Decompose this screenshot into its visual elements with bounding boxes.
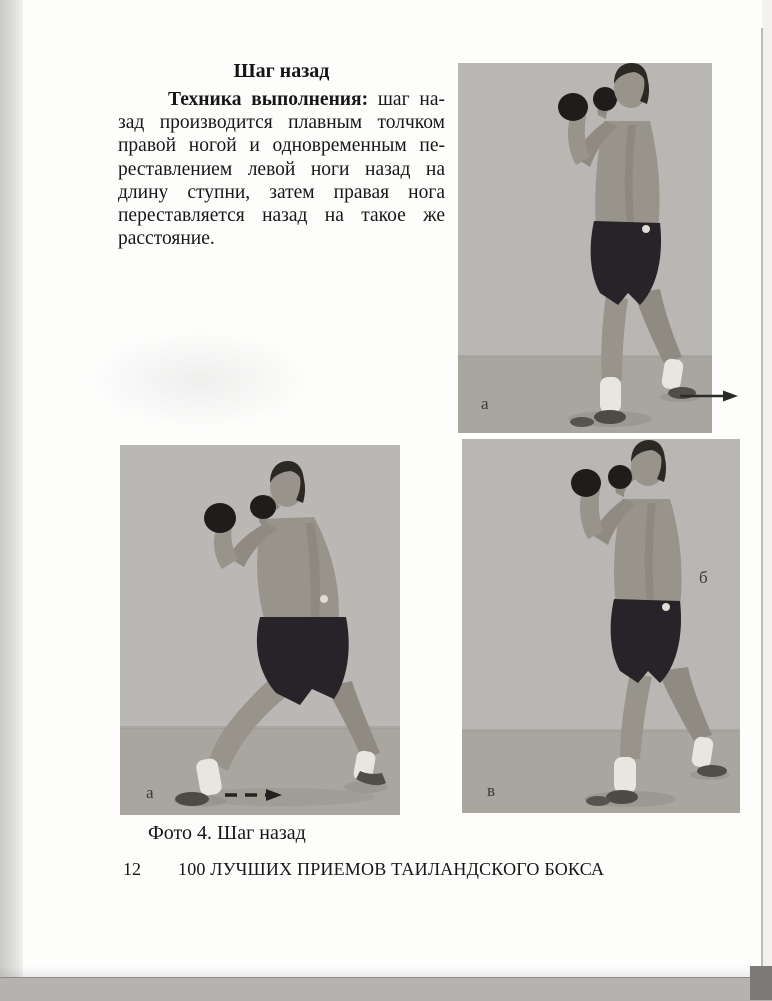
paragraph-line: длину ступни, затем правая нога <box>118 181 445 203</box>
paragraph-line <box>118 88 445 111</box>
boxer-back-stance-illustration <box>458 63 712 433</box>
arrow-right-icon <box>679 388 739 404</box>
paragraph-line: реставлением левой ноги назад на <box>118 158 445 180</box>
photo-c-phase-label: в <box>487 781 496 800</box>
paragraph-text: шаг на- <box>377 89 445 110</box>
paragraph-line: расстояние. <box>118 228 215 250</box>
boxer-wide-stance-illustration <box>120 445 400 815</box>
photo-c-extra-phase-label: б <box>699 568 708 587</box>
photo-a <box>458 63 712 433</box>
photo-c <box>462 439 740 813</box>
scan-left-edge <box>0 0 23 978</box>
page-bottom-curl <box>0 966 772 977</box>
technique-lead-label: Техника выполнения: <box>168 89 369 110</box>
photo-b-phase-label: а <box>146 783 154 802</box>
technique-paragraph <box>118 88 445 250</box>
scan-bottom-band <box>0 977 772 1001</box>
arrow-right-dashed-icon <box>224 788 284 802</box>
paragraph-line: зад производится плавным толчком <box>118 112 445 134</box>
page-edge-line <box>761 28 763 976</box>
page-number: 12 <box>123 859 141 879</box>
running-title: 100 ЛУЧШИХ ПРИЕМОВ ТАИЛАНДСКОГО БОКСА <box>178 859 605 879</box>
paragraph-line: правой ногой и одновременным пе- <box>118 135 445 157</box>
photo-a-phase-label: а <box>481 394 489 413</box>
photo-caption: Фото 4. Шаг назад <box>148 822 306 844</box>
paragraph-line: переставляется назад на такое же <box>118 204 445 226</box>
ink-bleed-smudge <box>90 330 310 430</box>
scan-right-margin <box>763 0 772 977</box>
boxer-closed-stance-illustration <box>462 439 740 813</box>
scan-corner-mark <box>750 966 772 1000</box>
photo-b <box>120 445 400 815</box>
section-heading: Шаг назад <box>233 60 330 82</box>
